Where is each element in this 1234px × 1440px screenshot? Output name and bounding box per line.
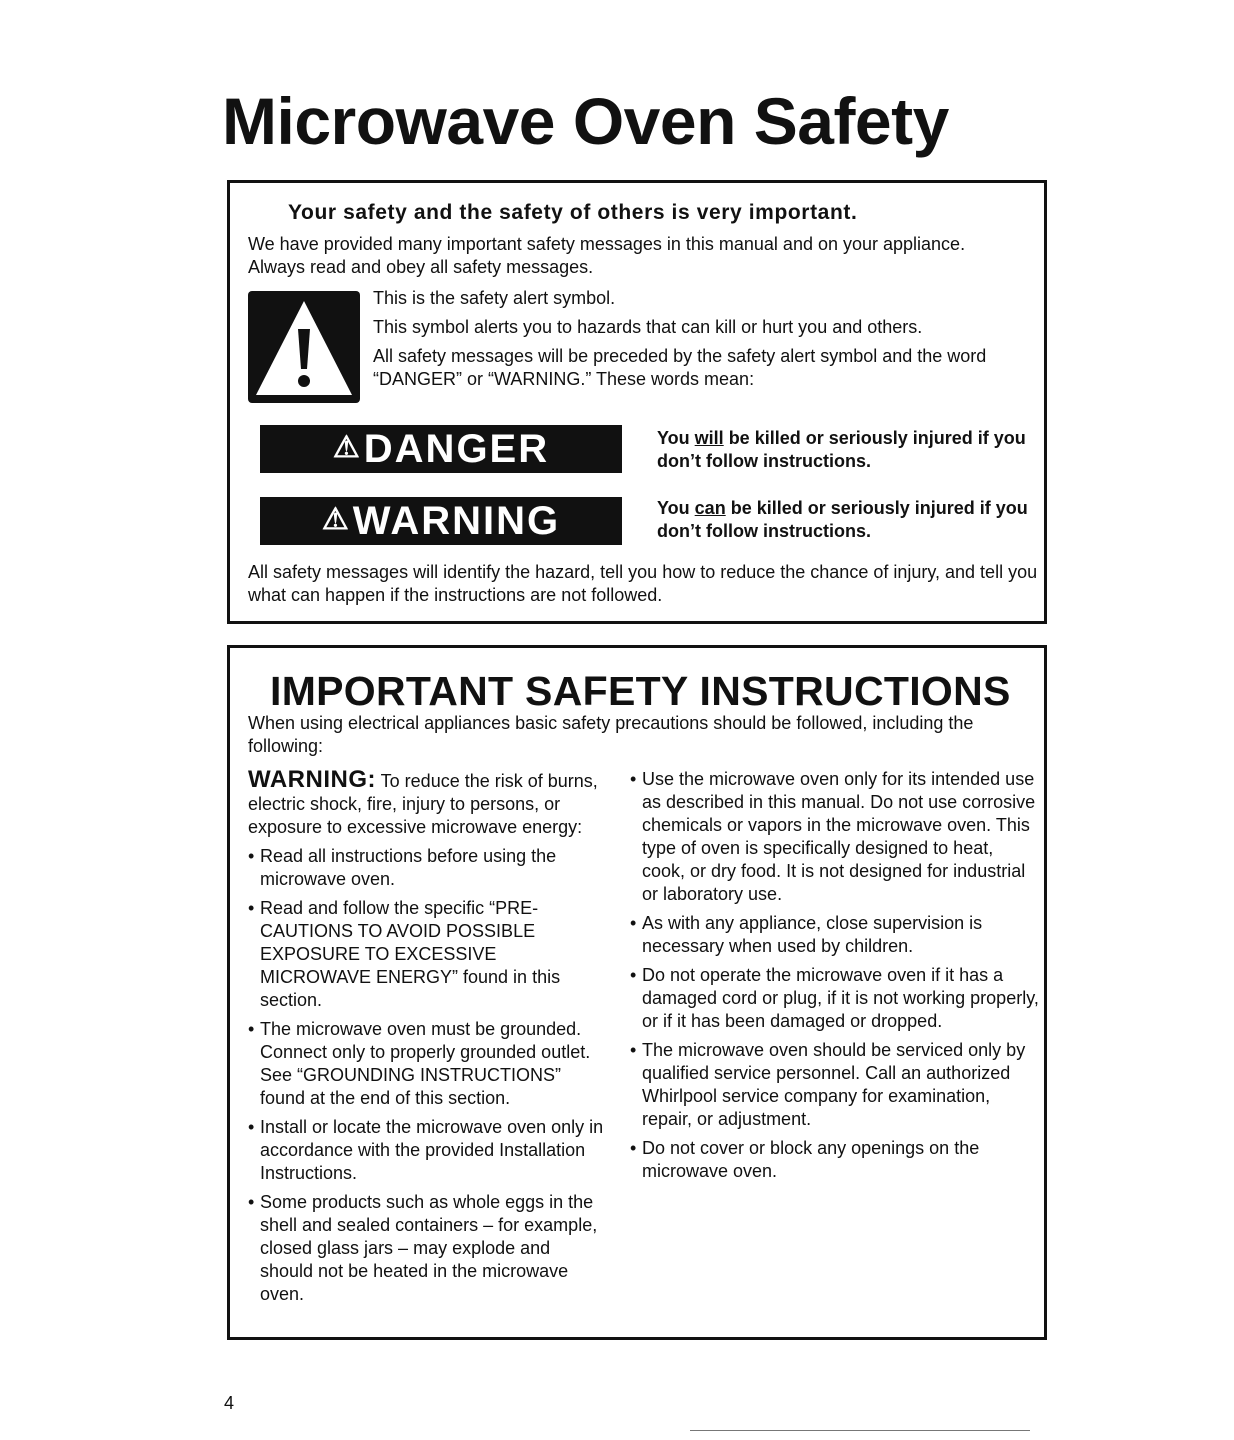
warning-label: WARNING: [248,766,376,793]
alert-symbol-explanation [373,287,1023,397]
alert-line: This symbol alerts you to hazards that can kill or hurt you and others. [373,317,923,337]
emphasis-will: will [694,428,724,448]
warning-description: You can be killed or seriously injured if you don’t follow instructions. [657,498,1028,541]
instructions-left-column [248,768,638,1312]
list-item: • The microwave oven must be grounded. Connect only to properly grounded outlet. See “GROUNDING INSTRUCTIONS” found at the end of this section. [248,1018,638,1110]
list-item: • Do not cover or block any openings on the microwave oven. [630,1137,1040,1183]
danger-description: You will be killed or seriously injured if you don’t follow instructions. [657,428,1026,471]
page-title: Microwave Oven Safety [222,84,949,158]
alert-line: All safety messages will be preceded by the safety alert symbol and the word “DANGER” or “WARNING.” These words mean: [373,346,987,389]
safety-heading: Your safety and the safety of others is very important. [288,201,858,224]
safety-message-box [227,180,1047,624]
warning-paragraph [248,768,638,839]
page-number: 4 [224,1393,235,1413]
warning-label: WARNING [352,498,561,543]
safety-intro: We have provided many important safety messages in this manual and on your appliance. Always read and obey all safety messages. [248,234,966,277]
instructions-intro: When using electrical appliances basic safety precautions should be followed, including the following: [248,713,974,756]
right-instruction-list [630,768,1040,1183]
danger-label: DANGER [363,426,550,471]
warning-text: To reduce the risk of burns, electric shock, fire, injury to persons, or exposure to excessive microwave energy: [248,771,598,837]
list-item: • Install or locate the microwave oven only in accordance with the provided Installation Instructions. [248,1116,638,1185]
list-item: • The microwave oven should be serviced only by qualified service personnel. Call an authorized Whirlpool service company for examination, repair, or adjustment. [630,1039,1040,1131]
list-item: • Do not operate the microwave oven if it has a damaged cord or plug, if it is not working properly, or if it has been damaged or dropped. [630,964,1040,1033]
left-instruction-list [248,845,638,1306]
safety-alert-triangle-icon [248,291,360,403]
list-item: • Read all instructions before using the microwave oven. [248,845,638,891]
instructions-heading: IMPORTANT SAFETY INSTRUCTIONS [270,668,1011,714]
alert-triangle-icon: ⚠ [332,430,362,464]
list-item: • Read and follow the specific “PRE-CAUTIONS TO AVOID POSSIBLE EXPOSURE TO EXCESSIVE MICROWAVE ENERGY” found in this section. [248,897,638,1012]
list-item: • Use the microwave oven only for its intended use as described in this manual. Do not use corrosive chemicals or vapors in the microwave oven. This type of oven is specifically designed to heat, cook, or dry food. It is not designed for industrial or laboratory use. [630,768,1040,906]
footer-divider [690,1430,1030,1431]
list-item: • Some products such as whole eggs in the shell and sealed containers – for example, closed glass jars – may explode and should not be heated in the microwave oven. [248,1191,638,1306]
important-safety-instructions-box [227,645,1047,1340]
list-item: • As with any appliance, close supervision is necessary when used by children. [630,912,1040,958]
danger-signal-word [260,425,622,473]
emphasis-can: can [694,498,726,518]
alert-triangle-icon: ⚠ [321,502,351,536]
safety-closing: All safety messages will identify the hazard, tell you how to reduce the chance of injury, and tell you what can happen if the instructions are not followed. [248,562,1038,605]
warning-signal-word [260,497,622,545]
alert-line: This is the safety alert symbol. [373,288,616,308]
instructions-right-column [630,768,1040,1189]
